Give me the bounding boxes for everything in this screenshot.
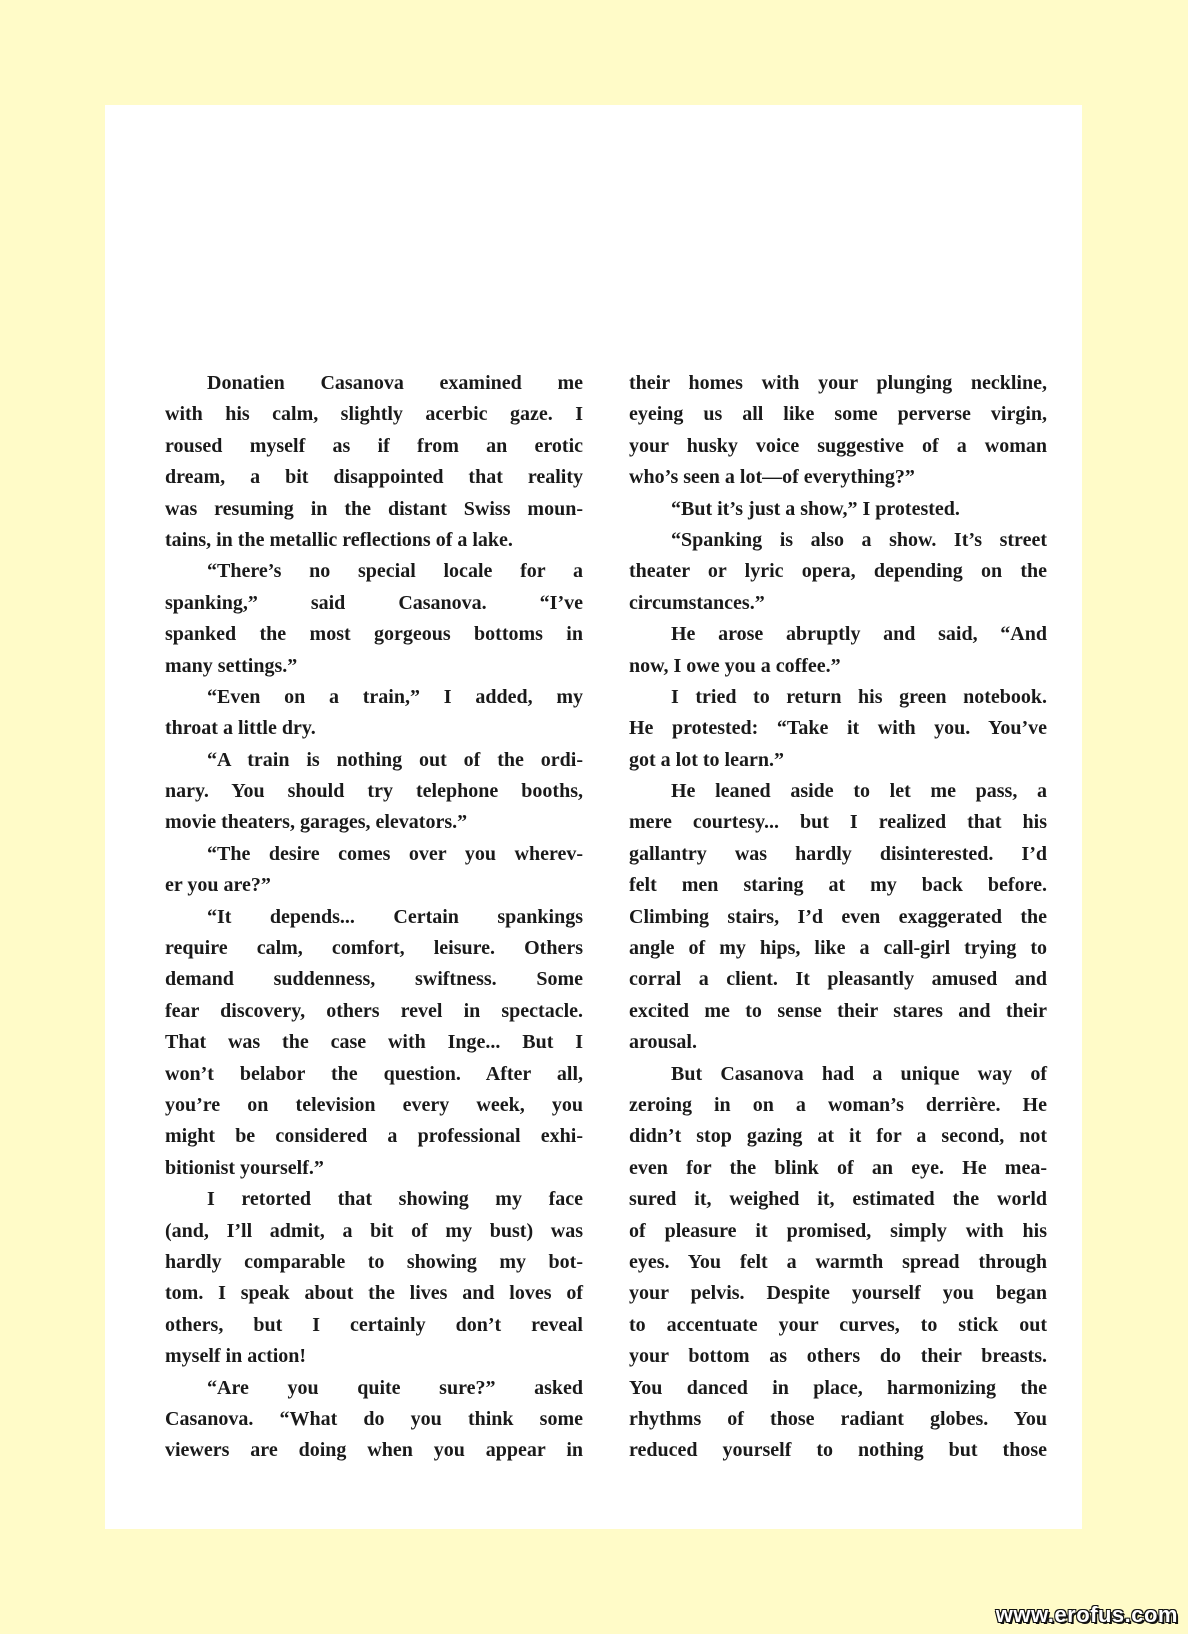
text-line: won’t belabor the question. After all, bbox=[165, 1062, 583, 1085]
text-line: bitionist yourself.” bbox=[165, 1156, 324, 1179]
text-line: you’re on television every week, you bbox=[165, 1093, 583, 1116]
text-line: myself in action! bbox=[165, 1345, 307, 1368]
text-line: with his calm, slightly acerbic gaze. I bbox=[165, 403, 583, 426]
text-line: fear discovery, others revel in spectacle. bbox=[165, 999, 583, 1022]
text-line: their homes with your plunging neckline, bbox=[629, 372, 1047, 394]
text-line: even for the blink of an eye. He mea- bbox=[629, 1156, 1047, 1179]
text-line: “Even on a train,” I added, my bbox=[207, 685, 583, 708]
text-line: excited me to sense their stares and their bbox=[629, 999, 1047, 1022]
text-line: Casanova. “What do you think some bbox=[165, 1407, 583, 1430]
text-line: demand suddenness, swiftness. Some bbox=[165, 968, 583, 991]
text-line: He arose abruptly and said, “And bbox=[671, 623, 1047, 646]
text-line: I tried to return his green notebook. bbox=[671, 685, 1047, 708]
text-line: require calm, comfort, leisure. Others bbox=[165, 937, 583, 960]
text-line: arousal. bbox=[629, 1031, 697, 1054]
text-line: He leaned aside to let me pass, a bbox=[671, 780, 1047, 803]
text-line: throat a little dry. bbox=[165, 717, 316, 740]
text-line: (and, I’ll admit, a bit of my bust) was bbox=[165, 1219, 583, 1242]
text-line: Climbing stairs, I’d even exaggerated the bbox=[629, 905, 1047, 928]
text-line: to accentuate your curves, to stick out bbox=[629, 1313, 1047, 1336]
text-line: “The desire comes over you wherev- bbox=[207, 842, 583, 865]
text-line: dream, a bit disappointed that reality bbox=[165, 466, 583, 489]
text-line: I retorted that showing my face bbox=[207, 1188, 583, 1211]
text-line: others, but I certainly don’t reveal bbox=[165, 1313, 583, 1336]
text-line: your pelvis. Despite yourself you began bbox=[629, 1282, 1047, 1305]
text-line: circumstances.” bbox=[629, 591, 765, 614]
text-line: You danced in place, harmonizing the bbox=[629, 1376, 1047, 1399]
left-text-column bbox=[165, 368, 583, 1467]
text-line: theater or lyric opera, depending on the bbox=[629, 560, 1047, 583]
text-line: “There’s no special locale for a bbox=[207, 560, 583, 583]
text-line: spanked the most gorgeous bottoms in bbox=[165, 623, 583, 646]
text-line: angle of my hips, like a call-girl trying to bbox=[629, 937, 1047, 960]
text-line: didn’t stop gazing at it for a second, not bbox=[629, 1125, 1047, 1148]
text-line: “It depends... Certain spankings bbox=[207, 905, 583, 928]
text-line: tains, in the metallic reflections of a lake. bbox=[165, 528, 513, 551]
text-line: rhythms of those radiant globes. You bbox=[629, 1407, 1047, 1430]
text-line: corral a client. It pleasantly amused and bbox=[629, 968, 1047, 991]
text-line: But Casanova had a unique way of bbox=[671, 1062, 1047, 1085]
text-line: zeroing in on a woman’s derrière. He bbox=[629, 1093, 1047, 1116]
text-line: nary. You should try telephone booths, bbox=[165, 780, 583, 803]
text-line: got a lot to learn.” bbox=[629, 748, 784, 771]
right-text-column bbox=[629, 368, 1047, 1467]
text-line: mere courtesy... but I realized that his bbox=[629, 811, 1047, 834]
text-line: Donatien Casanova examined me bbox=[207, 372, 583, 394]
text-line: gallantry was hardly disinterested. I’d bbox=[629, 842, 1047, 865]
text-line: reduced yourself to nothing but those bbox=[629, 1439, 1047, 1462]
text-line: “Are you quite sure?” asked bbox=[207, 1376, 583, 1399]
text-line: He protested: “Take it with you. You’ve bbox=[629, 717, 1047, 740]
text-line: spanking,” said Casanova. “I’ve bbox=[165, 591, 583, 614]
watermark[interactable]: www.erofus.com bbox=[995, 1602, 1178, 1627]
text-line: “Spanking is also a show. It’s street bbox=[671, 528, 1047, 551]
text-line: felt men staring at my back before. bbox=[629, 874, 1047, 897]
text-line: was resuming in the distant Swiss moun- bbox=[165, 497, 583, 520]
text-line: many settings.” bbox=[165, 654, 298, 677]
text-line: now, I owe you a coffee.” bbox=[629, 654, 841, 677]
text-line: eyeing us all like some perverse virgin, bbox=[629, 403, 1047, 426]
text-line: sured it, weighed it, estimated the world bbox=[629, 1188, 1047, 1211]
text-line: roused myself as if from an erotic bbox=[165, 434, 583, 457]
text-line: tom. I speak about the lives and loves of bbox=[165, 1282, 583, 1305]
text-line: That was the case with Inge... But I bbox=[165, 1031, 583, 1054]
text-line: er you are?” bbox=[165, 874, 271, 897]
text-line: eyes. You felt a warmth spread through bbox=[629, 1250, 1047, 1273]
text-line: of pleasure it promised, simply with his bbox=[629, 1219, 1047, 1242]
text-line: your husky voice suggestive of a woman bbox=[629, 434, 1047, 457]
text-line: movie theaters, garages, elevators.” bbox=[165, 811, 468, 834]
text-line: viewers are doing when you appear in bbox=[165, 1439, 583, 1462]
book-page bbox=[105, 105, 1082, 1529]
text-line: hardly comparable to showing my bot- bbox=[165, 1250, 583, 1273]
text-line: who’s seen a lot—of everything?” bbox=[629, 466, 915, 489]
text-line: “A train is nothing out of the ordi- bbox=[207, 748, 583, 771]
text-line: “But it’s just a show,” I protested. bbox=[671, 497, 960, 520]
text-line: your bottom as others do their breasts. bbox=[629, 1345, 1047, 1368]
text-line: might be considered a professional exhi- bbox=[165, 1125, 583, 1148]
